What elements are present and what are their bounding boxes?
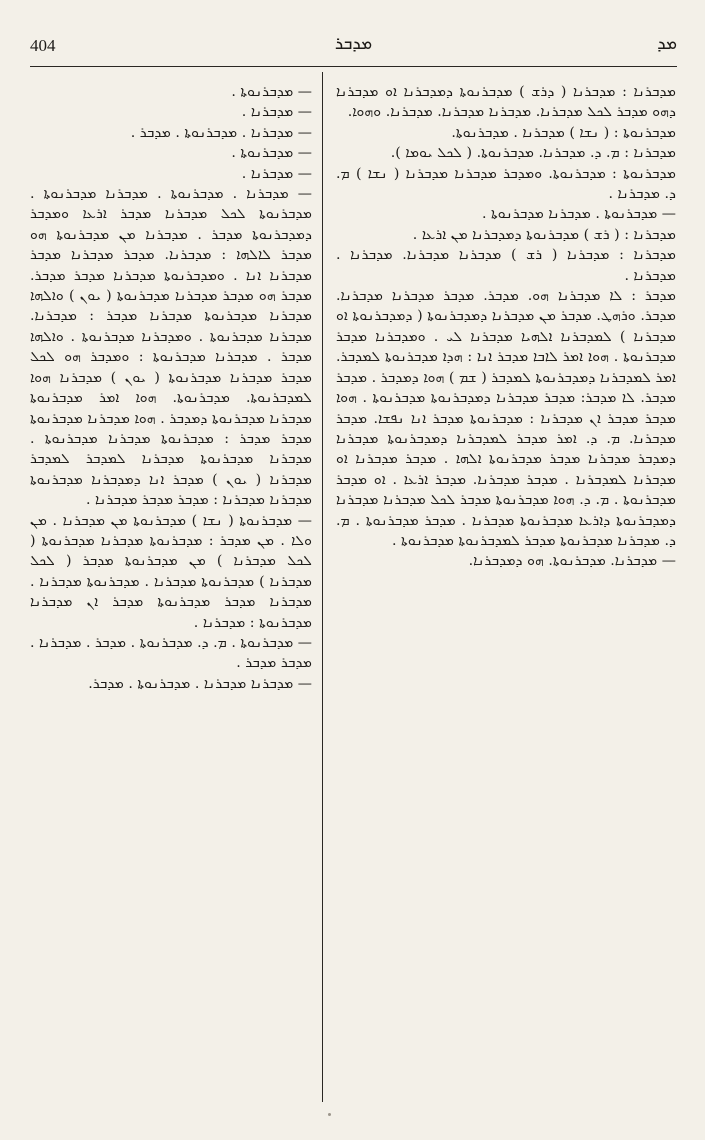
paper-speck	[328, 1113, 331, 1116]
right-column	[331, 82, 676, 572]
entry: — ܡܕܒܪܢܐ ܡܕܒܪܢܐ . ܡܕܒܪܢܘܬܐ . ܡܕܒܪ.	[88, 675, 312, 692]
entry: ܡܕܒܪܢܐ : ܡ. ܕ. ܡܕܒܪܢܐ. ܡܕܒܪܢܘܬܐ. ( ܠܟܠ ܝܘܡܐ ).	[390, 145, 676, 162]
entry: ܡܕܒܪܢܐ : ܡܕܒܪܢܐ ( ܕܪܫ ) ܡܕܒܪܢܘܬܐ ܕܡܕܒܪܢܐ ܐܘ ܡܕܒܪܢܐ ܕܗܘ ܡܕܒܪ ܠܟܠ ܡܕܒܪܢܐ. ܡܕܒܪܢܐ ܡܕܒܪܢܐ. ܡܕܒܪܢܐ. ܘܗܘܐ.	[331, 84, 676, 121]
page-header	[30, 34, 677, 62]
running-title: ܡܕܒܪ	[334, 34, 373, 54]
entry: — ܡܕܒܪܢܐ . ܡܕܒܪܢܘܬܐ . ܡܕܒܪܢܐ ܡܕܒܪܢܘܬܐ . ܡܕܒܪܢܘܬܐ ܠܟܠ ܡܕܒܪܢܐ ܡܕܒܪ ܐܪܥܐ ܘܡܕܒܪ ܕܡܕܒܪܢܘܬܐ ܡܕܒܪ . ܡܕܒܪܢܐ ܡܢ ܡܕܒܪܢܘܬܐ ܗܘ ܡܕܒܪ ܠܐܠܗܐ : ܡܕܒܪܢܐ. ܡܕܒܪ ܡܕܒܪܢܐ ܡܕܒܪ ܡܕܒܪܢܐ ܐܢܐ . ܘܡܕܒܪܢܘܬܐ ܡܕܒܪܢܐ ܡܕܒܪ ܡܕܒܪ. ܡܕܒܪ ܗܘ ܡܕܒܪ ܡܕܒܪܢܐ ܡܕܒܪܢܘܬܐ ( ܝܘܢ ) ܘܐܠܗܐ ܡܕܒܪܢܐ ܡܕܒܪܢܘܬܐ ܡܕܒܪܢܐ ܡܕܒܪ : ܡܕܒܪܢܐ. ܡܕܒܪܢܐ ܡܕܒܪܢܘܬܐ . ܘܡܕܒܪܢܐ ܡܕܒܪܢܘܬܐ . ܘܐܠܗܐ ܡܕܒܪ . ܡܕܒܪܢܐ ܡܕܒܪܢܘܬܐ : ܘܡܕܒܪ ܗܘ ܠܟܠ ܡܕܒܪ ܡܕܒܪܢܐ ܡܕܒܪܢܘܬܐ ( ܝܘܢ ) ܡܕܒܪܢܐ ܗܘܐ ܠܡܕܒܪܢܘܬܐ. ܡܕܒܪܢܘܬܐ. ܗܘܐ ܐܡܪ ܡܕܒܪܢܘܬܐ ܡܕܒܪܢܐ ܡܕܒܪܢܘܬܐ ܕܡܕܒܪ . ܗܘܐ ܡܕܒܪܢܐ ܡܕܒܪܢܘܬܐ ܡܕܒܪ ܡܕܒܪ : ܡܕܒܪܢܘܬܐ ܡܕܒܪܢܐ ܡܕܒܪܢܘܬܐ . ܡܕܒܪܢܐ ܡܕܒܪܢܘܬܐ ܡܕܒܪܢܐ ܠܡܕܒܪ ܠܡܕܒܪ ܡܕܒܪܢܐ ( ܝܘܢ ) ܡܕܒܪ ܐܢܐ ܕܡܕܒܪܢܐ ܡܕܒܪܢܘܬܐ ܡܕܒܪܢܐ ܡܕܒܪܢܐ : ܡܕܒܪ ܡܕܒܪ ܡܕܒܪܢܐ .	[25, 186, 312, 509]
entry: — ܡܕܒܪܢܐ. ܡܕܒܪܢܘܬܐ. ܗܘ ܕܡܕܒܪܢܐ.	[468, 553, 676, 570]
entry: — ܡܕܒܪܢܐ . ܡܕܒܪܢܘܬܐ . ܡܕܒܪ .	[130, 124, 312, 141]
entry: ܡܕܒܪܢܘܬܐ : ( ܢܫܐ ) ܡܕܒܪܢܐ . ܡܕܒܪܢܘܬܐ.	[451, 124, 676, 141]
entry: ܡܕܒܪܢܐ : ( ܪܫ ) ܡܕܒܪܢܘܬܐ ܕܡܕܒܪܢܐ ܡܢ ܐܪܥܐ .	[412, 226, 676, 243]
page-number: 404	[30, 36, 56, 55]
entry: ܡܕܒܪܢܐ : ܡܕܒܪܢܐ ( ܪܫ ) ܡܕܒܪܢܐ ܡܕܒܪܢܐ. ܡܕܒܪܢܐ . ܡܕܒܪܢܐ .	[331, 247, 676, 284]
header-rule	[30, 66, 677, 67]
entry: — ܡܕܒܪܢܐ .	[241, 104, 312, 121]
guide-word: ܡܕ	[657, 34, 677, 54]
entry: — ܡܕܒܪܢܘܬܐ . ܡܕܒܪܢܐ ܡܕܒܪܢܘܬܐ .	[481, 206, 676, 223]
entry: — ܡܕܒܪܢܐ .	[241, 165, 312, 182]
left-column	[25, 82, 312, 694]
entry: — ܡܕܒܪܢܘܬܐ ( ܢܫܐ ) ܡܕܒܪܢܘܬܐ ܡܢ ܡܕܒܪܢܐ . ܡܢ ܘܠܐ . ܡܢ ܡܕܒܪ : ܡܕܒܪܢܘܬܐ ܡܕܒܪܢܐ ܡܕܒܪܢܘܬܐ ( ܠܟܠ ܡܕܒܪܢܐ ) ܡܢ ܡܕܒܪܢܘܬܐ ܡܕܒܪ ( ܠܟܠ ܡܕܒܪܢܐ ) ܡܕܒܪܢܘܬܐ ܡܕܒܪܢܐ . ܡܕܒܪܢܘܬܐ ܡܕܒܪܢܐ . ܡܕܒܪܢܐ ܡܕܒܪ ܡܕܒܪܢܘܬܐ ܡܕܒܪ ܐܢ ܡܕܒܪܢܐ ܡܕܒܪܢܘܬܐ : ܡܕܒܪܢܐ .	[25, 512, 312, 631]
entry: — ܡܕܒܪܢܘܬܐ . ܡ. ܕ. ܡܕܒܪܢܘܬܐ . ܡܕܒܪ . ܡܕܒܪܢܐ . ܡܕܒܪ ܡܕܒܪ .	[25, 634, 312, 672]
entry: ܡܕܒܪܢܘܬܐ : ܡܕܒܪܢܘܬܐ. ܘܡܕܒܪ ܡܕܒܪܢܐ ܡܕܒܪܢܐ ( ܢܫܐ ) ܡ. ܕ. ܡܕܒܪܢܐ .	[331, 165, 676, 203]
entry: ܡܕܒܪ : ܠܐ ܡܕܒܪܢܐ ܗܘ. ܡܕܒܪ. ܡܕܒܪ ܡܕܒܪܢܐ ܡܕܒܪܢܐ. ܡܕܒܪ. ܘܪܗܛ. ܡܕܒܪ ܡܢ ܡܕܒܪܢܐ ܕܡܕܒܪܢܘܬܐ ( ܕܡܕܒܪܢܘܬܐ ܐܘ ܡܕܒܪܢܐ ) ܠܡܕܒܪܢܐ ܐܠܗܝܐ ܡܕܒܪܢܐ ܠܝ . ܘܡܕܒܪܢܐ ܡܕܒܪ ܡܕܒܪܢܘܬܐ . ܗܘܐ ܐܡܪ ܠܐܒܐ ܡܕܒܪ ܐܢܐ : ܗܕܐ ܡܕܒܪܢܘܬܐ ܠܡܕܒܪ. ܐܡܪ ܠܡܕܒܪܢܐ ܕܡܕܒܪܢܘܬܐ ܠܡܕܒܪ ( ܫܡ ) ܗܘܐ ܕܡܕܒܪ . ܡܕܒܪ ܡܕܒܪ. ܠܐ ܡܕܒܪ: ܡܕܒܪ ܡܕܒܪܢܐ ܕܡܕܒܪܢܘܬܐ ܡܕܒܪܢܘܬܐ . ܗܘܐ ܡܕܒܪ ܡܕܒܪ ܐܢ ܡܕܒܪܢܐ : ܡܕܒܪܢܘܬܐ ܡܕܒܪ ܐܢܐ ܢܦܫܐ. ܡܕܒܪ ܡܕܒܪܢܐ. ܡ. ܕ. ܐܡܪ ܡܕܒܪ ܠܡܕܒܪܢܐ ܕܡܕܒܪܢܘܬܐ ܡܕܒܪܢܐ ܕܡܕܒܪ ܡܕܒܪܢܐ ܡܕܒܪ ܡܕܒܪܢܘܬܐ ܐܠܗܐ . ܡܕܒܪ ܡܕܒܪܢܐ ܐܘ ܡܕܒܪܢܐ ܠܡܕܒܪܢܐ . ܡܕܒܪ ܡܕܒܪܢܐ. ܡܕܒܪ ܐܪܥܐ . ܐܘ ܡܕܒܪ ܡܕܒܪܢܘܬܐ . ܡ. ܕ. ܗܘܐ ܡܕܒܪܢܘܬܐ ܡܕܒܪ ܠܟܠ ܡܕܒܪܢܐ ܡܕܒܪܢܐ ܕܡܕܒܪܢܘܬܐ ܕܐܪܥܐ ܡܕܒܪܢܘܬܐ ܡܕܒܪܢܐ . ܡܕܒܪ ܡܕܒܪܢܘܬܐ . ܡ. ܕ. ܡܕܒܪܢܐ ܡܕܒܪܢܘܬܐ ܡܕܒܪ ܠܡܕܒܪܢܘܬܐ ܡܕܒܪܢܘܬܐ .	[331, 288, 676, 549]
entry: — ܡܕܒܪܢܘܬܐ .	[231, 145, 312, 162]
column-divider	[322, 72, 323, 1102]
entry: — ܡܕܒܪܢܘܬܐ .	[231, 84, 312, 100]
